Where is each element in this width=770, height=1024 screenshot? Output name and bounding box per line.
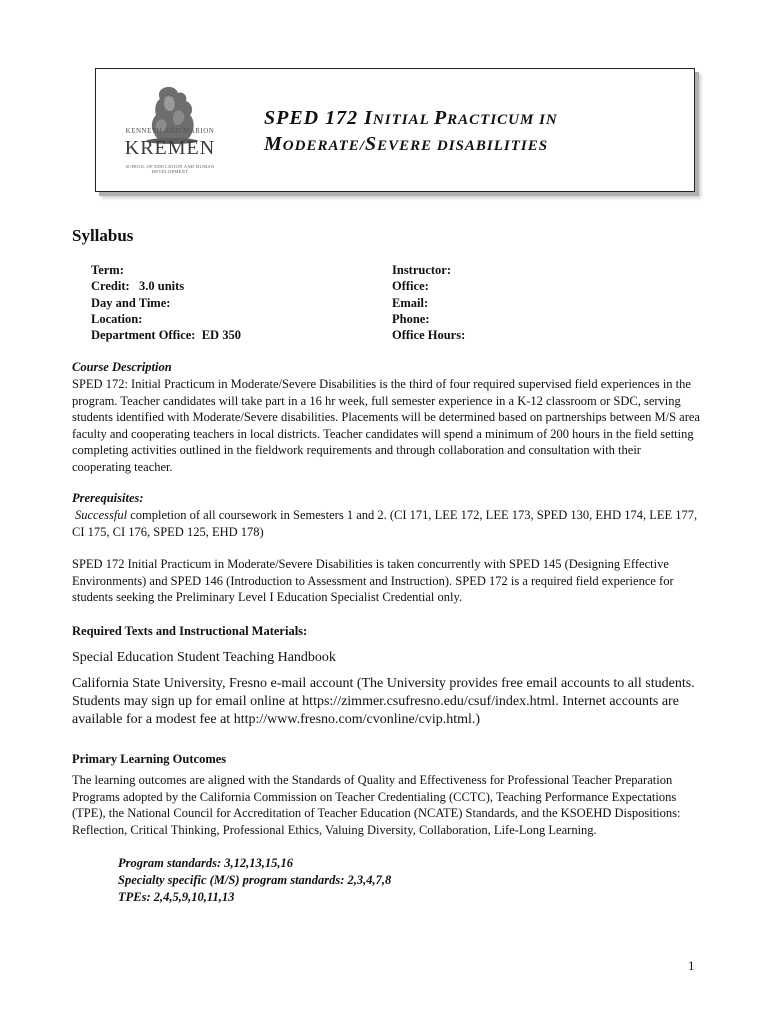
- instructor-label: Instructor:: [392, 263, 452, 277]
- office-label: Office:: [392, 279, 429, 294]
- required-texts-heading: Required Texts and Instructional Materials:: [72, 624, 308, 638]
- learning-outcomes-heading: Primary Learning Outcomes: [72, 752, 227, 766]
- office-hours-label: Office Hours:: [392, 328, 466, 343]
- tpe-standards: TPEs: 2,4,5,9,10,11,13: [118, 890, 235, 904]
- day-time-label: Day and Time:: [91, 295, 171, 310]
- header-box: [95, 68, 695, 192]
- credit-label: Credit: 3.0 units: [91, 279, 185, 294]
- email-label: Email:: [392, 295, 429, 310]
- required-text-email-account: California State University, Fresno e-mail account (The University provides free email accounts to all students. Students may sign up for email online at https://zimmer.csufresno.edu/csuf/index.html. Internet accounts are available for a modest fee at http://www.fresno.com/cvonline/cvip.html.): [72, 676, 695, 727]
- course-title-line-1: SPED 172 INITIAL PRACTICUM IN: [264, 107, 558, 129]
- department-office-label: Department Office: ED 350: [91, 328, 241, 343]
- course-title-line-2: MODERATE/SEVERE DISABILITIES: [264, 133, 549, 155]
- required-text-handbook: Special Education Student Teaching Handbook: [72, 650, 336, 665]
- prerequisites-emphasis: Successful: [75, 508, 128, 522]
- concurrent-enrollment-paragraph: SPED 172 Initial Practicum in Moderate/Severe Disabilities is taken concurrently with SPED 145 (Designing Effective Environments) and SPED 146 (Introduction to Assessment and Instruction). SPED 172 is a required field experience for students seeking the Preliminary Level I Education Specialist Credential only.: [72, 557, 674, 604]
- specialty-standards: Specialty specific (M/S) program standards: 2,3,4,7,8: [118, 873, 392, 887]
- location-label: Location:: [91, 311, 143, 326]
- program-standards: Program standards: 3,12,13,15,16: [118, 856, 294, 870]
- standards-list: [118, 855, 391, 906]
- syllabus-heading: Syllabus: [72, 226, 134, 245]
- logo-top-text: KENNETH AND MARION: [125, 127, 215, 135]
- term-label: Term:: [91, 263, 124, 277]
- learning-outcomes-body: The learning outcomes are aligned with the Standards of Quality and Effectiveness for Professional Teacher Preparation Programs adopted by the California Commission on Teacher Credentialing (CCTC), Teaching Performance Expectations (TPE), the National Council for Accreditation of Teacher Education (NCATE) Standards, and the KSOEHD Dispositions: Reflection, Critical Thinking, Professional Ethics, Valuing Diversity, Collaboration, Life-Long Learning.: [72, 773, 681, 837]
- phone-label: Phone:: [392, 311, 430, 326]
- prerequisites-text: completion of all coursework in Semesters 1 and 2. (CI 171, LEE 172, LEE 173, SPED 130, EHD 174, LEE 177, CI 175, CI 176, SPED 125, EHD 178): [72, 508, 698, 539]
- prerequisites-body: [72, 507, 702, 540]
- logo-subtitle: SCHOOL OF EDUCATION AND HUMAN DEVELOPMENT: [125, 164, 215, 174]
- prerequisites-heading: Prerequisites:: [72, 491, 144, 505]
- page-number: 1: [688, 958, 695, 973]
- course-info-right: [392, 262, 465, 343]
- logo-name: KREMEN: [124, 137, 216, 159]
- course-description-body: SPED 172: Initial Practicum in Moderate/Severe Disabilities is the third of four required supervised field experiences in the program. Teacher candidates will take part in a 16 hr week, full semester experience in a K-12 classroom or SDC, serving students identified with Moderate/Severe disabilities. Placements will be determined based on partnerships between M/S area faculty and cooperating teachers in local districts. Teacher candidates will spend a minimum of 200 hours in the field setting completing activities outlined in the fieldwork requirements and through collaboration and consultation with their cooperating teacher.: [72, 377, 700, 474]
- course-info-left: [91, 262, 241, 343]
- course-description-heading: Course Description: [72, 360, 172, 374]
